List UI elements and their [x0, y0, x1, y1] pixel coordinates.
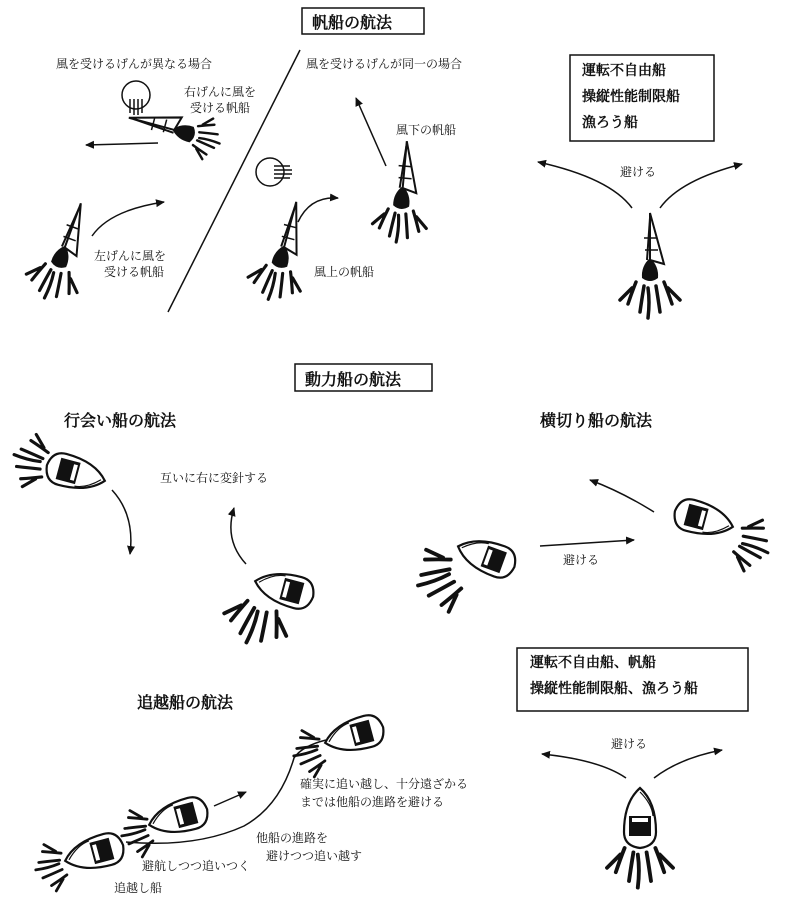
motorboat-crossing-standon	[671, 496, 737, 542]
arrow-crossing-avoid	[540, 540, 634, 546]
power-title: 動力船の航法	[305, 370, 402, 389]
label-overtake-note1-line2: までは他船の進路を避ける	[300, 795, 445, 809]
wake-avoiding	[607, 848, 673, 888]
label-case-different-side: 風を受けるげんが異なる場合	[56, 57, 213, 71]
wake-crossing-1	[408, 543, 468, 619]
sailboat-avoiding	[620, 213, 680, 318]
restricted-sail-item-3: 漁ろう船	[582, 115, 638, 131]
motorboat-headon-2	[251, 566, 317, 612]
label-crossing-avoid: 避ける	[563, 553, 600, 567]
arrow-crossing-standon	[590, 480, 654, 512]
wind-icon-right	[256, 158, 292, 186]
label-windward-sailboat: 風上の帆船	[314, 265, 375, 279]
crossing-title: 横切り船の航法	[540, 411, 653, 430]
label-overtake-note1-line1: 確実に追い越し、十分遠ざかる	[300, 777, 469, 791]
label-avoid-sail: 避ける	[620, 165, 657, 179]
restricted-list-sail	[574, 56, 688, 138]
motorboat-crossing-giveway	[453, 531, 520, 582]
restricted-power-item-2: 操縦性能制限船、漁ろう船	[530, 681, 698, 697]
arrow-starboard-sailboat	[86, 143, 158, 145]
label-starboard-sailboat-2: 受ける帆船	[190, 101, 251, 115]
arrow-headon-2	[231, 508, 246, 564]
label-port-sailboat-1: 左げんに風を	[94, 249, 167, 263]
restricted-list-power	[520, 650, 708, 702]
label-overtaking-ship: 追越し船	[114, 881, 163, 895]
restricted-power-item-1: 運転不自由船、帆船	[530, 655, 656, 671]
arrow-avoid-right-sail	[660, 164, 742, 208]
arrow-leeward-sailboat	[356, 98, 386, 166]
motorboat-overtaking-3	[321, 712, 387, 758]
wake-overtaking-3	[288, 727, 328, 781]
label-case-same-side: 風を受けるげんが同一の場合	[306, 57, 463, 71]
motorboat-overtaking-1	[61, 830, 127, 876]
restricted-sail-item-2: 操縦性能制限船	[582, 89, 680, 105]
restricted-sail-item-1: 運転不自由船	[582, 63, 666, 79]
headon-title: 行会い船の航法	[64, 411, 177, 430]
overtaking-title: 追越船の航法	[137, 693, 234, 712]
arrow-windward-sailboat	[298, 198, 338, 222]
label-overtake-note2-line1: 他船の進路を	[256, 831, 329, 845]
motorboat-headon-1	[7, 430, 112, 507]
sail-title: 帆船の航法	[312, 13, 393, 32]
label-starboard-sailboat-1: 右げんに風を	[184, 85, 257, 99]
wake-overtaking-1	[30, 841, 70, 895]
arrow-avoid-left-sail	[538, 162, 632, 208]
label-leeward-sailboat: 風下の帆船	[396, 123, 457, 137]
label-port-sailboat-2: 受ける帆船	[104, 265, 165, 279]
motorboat-overtaking-2	[145, 794, 211, 840]
arrow-overtaking-straight	[214, 792, 246, 806]
label-avoid-power: 避ける	[611, 737, 648, 751]
arrow-avoid-left-power	[542, 754, 626, 778]
arrow-headon-1	[112, 490, 131, 554]
motorboat-avoiding	[624, 788, 656, 848]
label-overtake-note3: 避航しつつ追いつく	[142, 859, 251, 873]
wind-icon-left	[122, 81, 150, 115]
label-headon-note: 互いに右に変針する	[160, 471, 269, 485]
arrow-avoid-right-power	[654, 750, 722, 778]
label-overtake-note2-line2: 避けつつ追い越す	[266, 849, 363, 863]
arrow-port-sailboat	[92, 202, 164, 236]
sailboat-windward	[244, 195, 322, 307]
wake-crossing-2	[729, 515, 778, 577]
